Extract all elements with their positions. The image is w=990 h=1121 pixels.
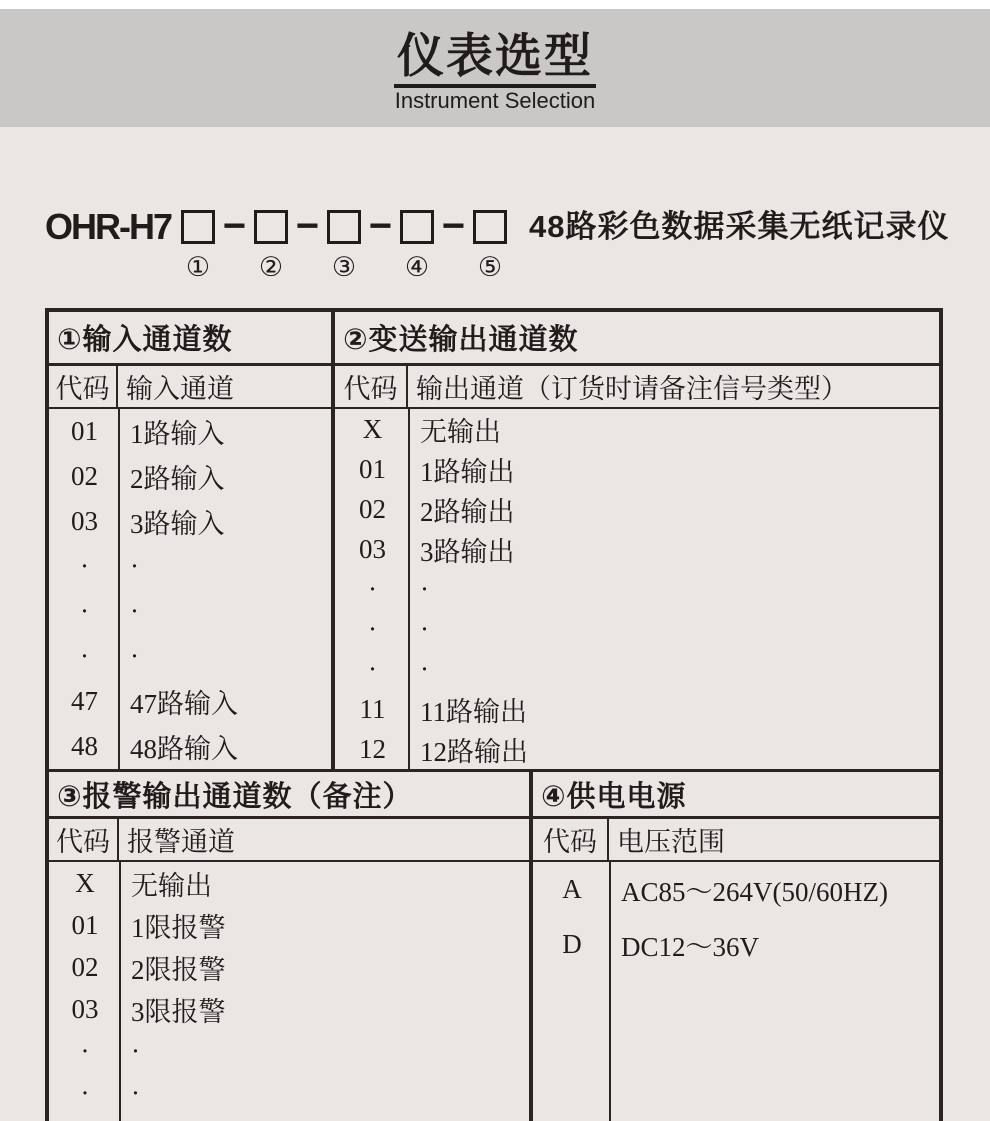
code-cell: · <box>368 613 377 644</box>
desc-cell: · <box>130 641 139 671</box>
table-row <box>49 679 331 724</box>
desc-cell: 12路输出 <box>420 736 528 767</box>
code-column-header: 代码 <box>49 819 119 860</box>
desc-cell: AC85～264V(50/60HZ) <box>621 877 888 907</box>
section-alarm-output-channels <box>49 772 533 1121</box>
section-transmit-output-channels <box>335 312 939 769</box>
dash-separator: − <box>441 204 466 248</box>
desc-cell: · <box>130 551 139 581</box>
desc-cell: · <box>130 596 139 626</box>
desc-cell: 3路输入 <box>130 509 225 539</box>
code-cell: · <box>80 641 89 671</box>
code-column-header: 代码 <box>335 366 408 407</box>
table-row <box>49 1072 529 1114</box>
code-column-header: 代码 <box>49 366 118 407</box>
table-row <box>335 609 939 649</box>
table-row <box>49 724 331 769</box>
table-row <box>335 689 939 729</box>
circled-number-5: ⑤ <box>477 252 503 283</box>
circled-number-2: ② <box>258 252 284 283</box>
dash-separator: − <box>368 204 393 248</box>
table-row <box>49 409 331 454</box>
code-cell: X <box>75 867 95 898</box>
table-row <box>49 988 529 1030</box>
desc-cell: 47路输入 <box>130 689 238 719</box>
code-cell: X <box>362 413 383 444</box>
code-cell: 48 <box>71 731 98 761</box>
table-row <box>49 946 529 988</box>
desc-cell: 2路输出 <box>420 496 515 527</box>
code-cell: 47 <box>71 686 98 716</box>
code-cell: 02 <box>359 493 386 524</box>
table-row <box>335 529 939 569</box>
desc-cell: · <box>420 653 429 684</box>
code-cell: 01 <box>359 453 386 484</box>
table-bottom-half <box>49 772 939 1121</box>
top-white-strip <box>0 0 990 9</box>
table-row <box>49 904 529 946</box>
code-cell: A <box>562 874 582 904</box>
table-row <box>335 649 939 689</box>
desc-column-header: 输出通道（订货时请备注信号类型） <box>416 374 848 404</box>
table-row <box>49 544 331 589</box>
desc-cell: 1路输出 <box>420 456 515 487</box>
table-row <box>335 729 939 769</box>
desc-cell: · <box>420 573 429 604</box>
selection-table <box>45 308 943 1121</box>
desc-column-header: 报警通道 <box>127 827 235 857</box>
desc-cell: · <box>131 1077 140 1108</box>
section-title: ②变送输出通道数 <box>335 312 939 366</box>
desc-column-header: 输入通道 <box>126 374 234 404</box>
table-row <box>49 499 331 544</box>
circled-number-4: ④ <box>404 252 430 283</box>
model-position-1 <box>181 210 215 281</box>
dash-separator: − <box>222 204 247 248</box>
desc-cell: 48路输入 <box>130 734 238 764</box>
model-prefix: OHR-H7 <box>45 206 172 247</box>
desc-cell: · <box>420 613 429 644</box>
section-rows <box>533 862 939 1121</box>
column-headers <box>335 366 939 409</box>
code-column-header: 代码 <box>533 819 609 860</box>
circled-number-3: ③ <box>331 252 357 283</box>
desc-cell: 无输出 <box>131 870 212 901</box>
desc-cell: 3限报警 <box>131 996 226 1027</box>
code-cell: 03 <box>71 506 98 536</box>
title-band <box>0 9 990 127</box>
column-headers <box>49 819 529 862</box>
code-box-3 <box>327 210 361 244</box>
desc-cell: 2限报警 <box>131 954 226 985</box>
code-box-5 <box>473 210 507 244</box>
table-row <box>335 569 939 609</box>
section-rows <box>49 409 331 769</box>
code-cell: · <box>368 653 377 684</box>
code-cell: D <box>562 929 582 959</box>
desc-cell: 11路输出 <box>420 696 527 727</box>
code-cell: 02 <box>71 461 98 491</box>
table-row <box>533 862 939 917</box>
desc-cell: 1路输入 <box>130 419 225 449</box>
section-power-supply <box>533 772 939 1121</box>
model-description: 48路彩色数据采集无纸记录仪 <box>529 209 950 244</box>
desc-column-header: 电压范围 <box>617 827 725 857</box>
table-row <box>49 862 529 904</box>
column-headers <box>49 366 331 409</box>
dash-separator: − <box>295 204 320 248</box>
model-code-line <box>45 204 950 283</box>
code-cell: 12 <box>359 733 386 764</box>
table-row <box>335 489 939 529</box>
code-cell: 01 <box>71 416 98 446</box>
model-position-2 <box>254 210 288 281</box>
table-row <box>335 449 939 489</box>
table-row <box>49 634 331 679</box>
table-top-half <box>49 312 939 772</box>
section-rows <box>335 409 939 769</box>
section-rows <box>49 862 529 1121</box>
code-box-4 <box>400 210 434 244</box>
section-title: ①输入通道数 <box>49 312 331 366</box>
code-cell: · <box>368 573 377 604</box>
desc-cell: 2路输入 <box>130 464 225 494</box>
desc-cell: 1限报警 <box>131 912 226 943</box>
column-headers <box>533 819 939 862</box>
code-cell: 11 <box>359 693 386 724</box>
code-cell: 02 <box>71 951 99 982</box>
desc-cell: · <box>131 1035 140 1066</box>
section-title: ④供电电源 <box>533 772 939 819</box>
code-cell: · <box>80 1077 90 1108</box>
code-cell: · <box>80 551 89 581</box>
model-position-4 <box>400 210 434 281</box>
code-cell: · <box>80 596 89 626</box>
table-row <box>335 409 939 449</box>
desc-cell: 3路输出 <box>420 536 515 567</box>
section-input-channels <box>49 312 335 769</box>
page-title: 仪表选型 <box>394 30 596 88</box>
model-position-5 <box>473 210 507 281</box>
code-cell: 03 <box>71 993 99 1024</box>
table-row <box>49 1030 529 1072</box>
desc-cell: 无输出 <box>420 416 501 447</box>
page-subtitle: Instrument Selection <box>394 87 596 113</box>
code-cell: 01 <box>71 909 99 940</box>
model-position-3 <box>327 210 361 281</box>
code-box-1 <box>181 210 215 244</box>
code-box-2 <box>254 210 288 244</box>
table-row <box>533 917 939 972</box>
table-row <box>49 454 331 499</box>
circled-number-1: ① <box>185 252 211 283</box>
table-row <box>49 589 331 634</box>
code-cell: · <box>80 1035 90 1066</box>
desc-cell: DC12～36V <box>621 932 760 962</box>
code-cell: 03 <box>359 533 386 564</box>
section-title: ③报警输出通道数（备注） <box>49 772 529 819</box>
